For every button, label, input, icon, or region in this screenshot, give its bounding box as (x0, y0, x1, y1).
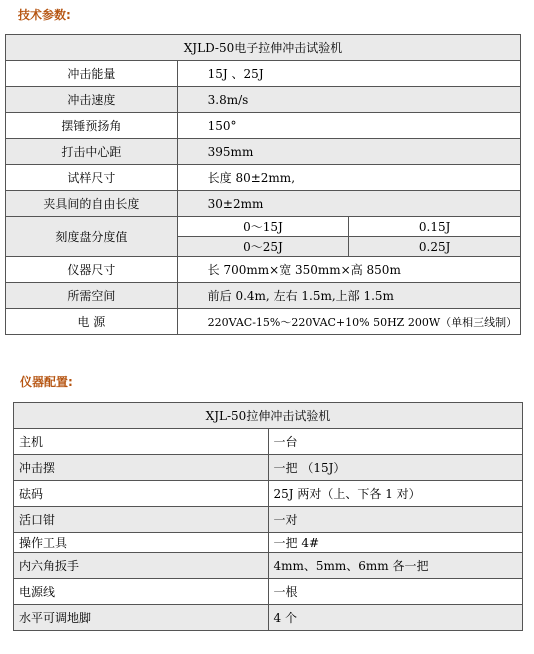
spec-section-title: 技术参数: (18, 8, 71, 22)
config-value: 4 个 (268, 605, 523, 631)
spec-table (5, 34, 521, 335)
config-value: 一台 (268, 429, 523, 455)
dial-value: 0.15J (349, 217, 521, 237)
spec-label: 打击中心距 (6, 139, 178, 165)
config-value: 25J 两对（上、下各 1 对） (268, 481, 523, 507)
spec-value: 长 700mm×宽 350mm×高 850m (177, 257, 520, 283)
config-value: 一把 （15J） (268, 455, 523, 481)
config-label: 砝码 (14, 481, 269, 507)
spec-label: 夹具间的自由长度 (6, 191, 178, 217)
spec-label: 仪器尺寸 (6, 257, 178, 283)
spec-value: 3.8m/s (177, 87, 520, 113)
spec-value: 395mm (177, 139, 520, 165)
dial-label: 刻度盘分度值 (6, 217, 178, 257)
spec-label: 摆锤预扬角 (6, 113, 178, 139)
spec-label: 冲击速度 (6, 87, 178, 113)
config-value: 4mm、5mm、6mm 各一把 (268, 553, 523, 579)
config-label: 活口钳 (14, 507, 269, 533)
config-table (13, 402, 523, 631)
config-label: 水平可调地脚 (14, 605, 269, 631)
spec-table-header: XJLD-50电子拉伸冲击试验机 (6, 35, 521, 61)
config-section-title: 仪器配置: (20, 375, 73, 389)
spec-value: 220VAC-15%～220VAC+10% 50HZ 200W（单相三线制） (177, 309, 520, 335)
config-value: 一把 4# (268, 533, 523, 553)
config-label: 内六角扳手 (14, 553, 269, 579)
spec-label: 电 源 (6, 309, 178, 335)
spec-value: 30±2mm (177, 191, 520, 217)
spec-label: 试样尺寸 (6, 165, 178, 191)
config-label: 操作工具 (14, 533, 269, 553)
dial-range: 0～15J (177, 217, 349, 237)
spec-label: 冲击能量 (6, 61, 178, 87)
config-label: 冲击摆 (14, 455, 269, 481)
spec-value: 150° (177, 113, 520, 139)
config-label: 电源线 (14, 579, 269, 605)
spec-value: 15J 、25J (177, 61, 520, 87)
dial-value: 0.25J (349, 237, 521, 257)
spec-label: 所需空间 (6, 283, 178, 309)
config-value: 一对 (268, 507, 523, 533)
config-label: 主机 (14, 429, 269, 455)
spec-value: 前后 0.4m, 左右 1.5m,上部 1.5m (177, 283, 520, 309)
config-value: 一根 (268, 579, 523, 605)
config-table-header: XJL-50拉伸冲击试验机 (14, 403, 523, 429)
dial-range: 0～25J (177, 237, 349, 257)
spec-value: 长度 80±2mm, (177, 165, 520, 191)
